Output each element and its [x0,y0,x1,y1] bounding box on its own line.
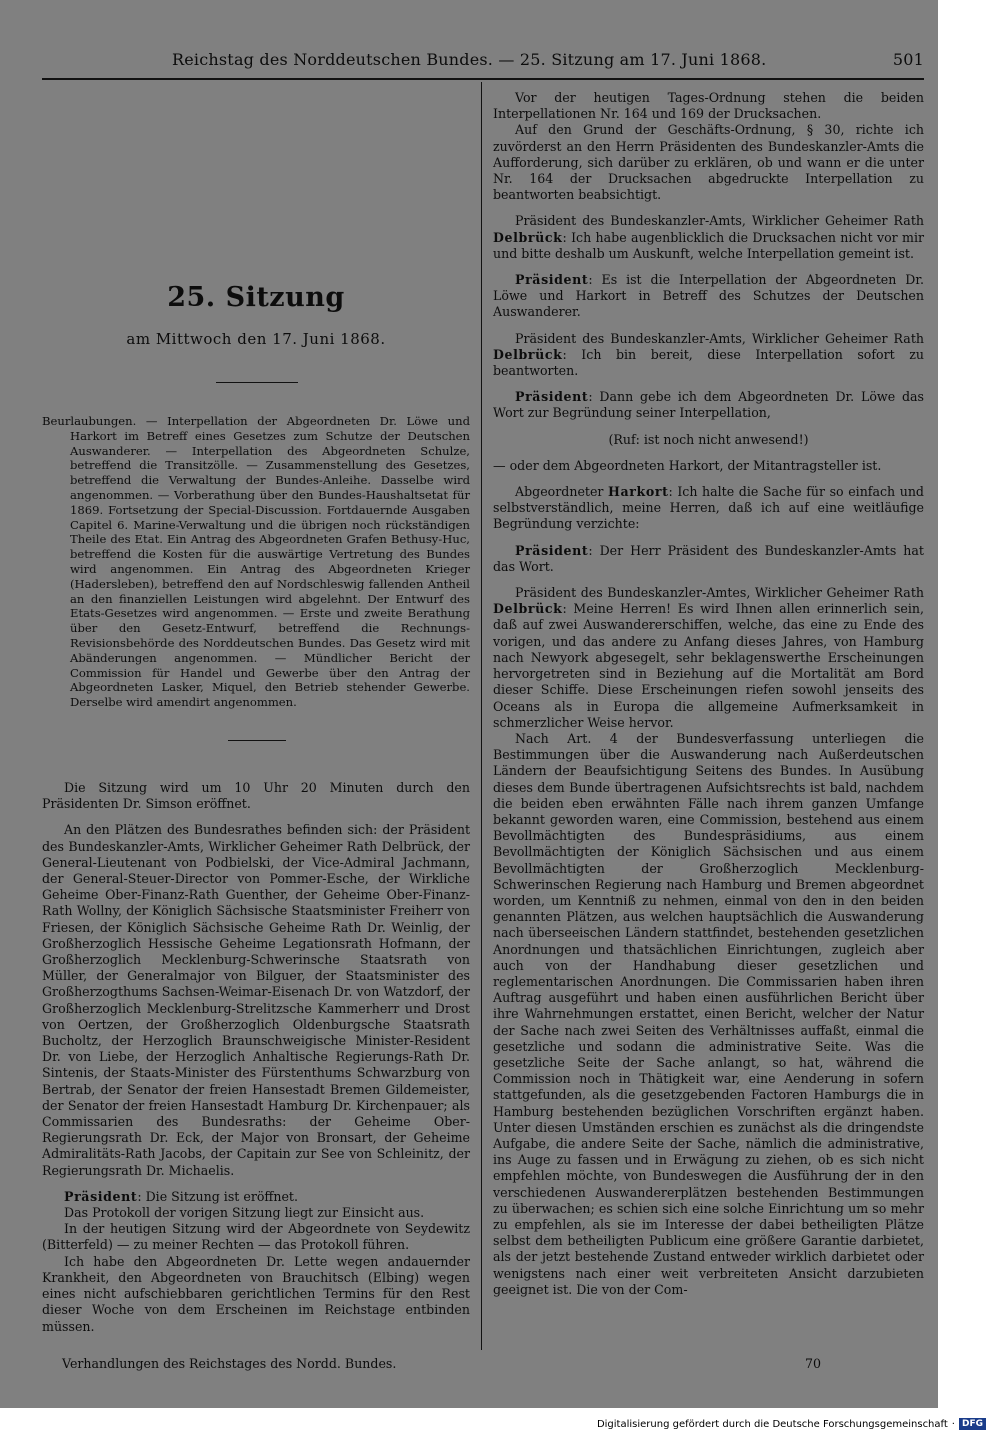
delbrueck-reply-2 [493,331,924,380]
speech-text: : Ich halte die Sache für so einfach und selbstverständlich, meine Herren, daß ich auf eine weitläufige Begründung verzichte: [493,484,924,532]
speech-text: : Ich bin bereit, diese Interpellation sofort zu beantworten. [493,346,924,379]
president-continuation: — oder dem Abgeordneten Harkort, der Mitantragsteller ist. [493,457,882,473]
delbrueck-speech-continued: Nach Art. 4 der Bundesverfassung unterliegen die Bestimmungen über die Auswanderung nach Außerdeutschen Ländern der Beaufsichtigung Seitens des Bundes. In Ausübung dieses dem Bunde übertragenen Aufsichtsrechts ist bald, nachdem die beiden eben erwähnten Fälle nach ihrem ganzen Umfange bekannt geworden waren, eine Commission, bestehend aus einem Bevollmächtigten des Bundespräsidiums, aus einem Bevollmächtigten der Königlich Sächsischen und aus einem Bevollmächtigten der Großherzoglich Mecklenburg-Schwerinschen Regierung nach Hamburg und Bremen abgeordnet worden, um Kenntniß zu nehmen, einmal von den in den beiden genannten Plätzen, aus welchen hauptsächlich die Auswanderung nach überseeischen Ländern stattfindet, bestehenden gesetzlichen Anordnungen und thatsächlichen Einrichtungen, zugleich aber auch von der Handhabung dieser gesetzlichen und reglementarischen Anordnungen. Die Commissarien haben ihren Auftrag ausgeführt und haben einen ausführlichen Bericht über ihre Wahrnehmungen erstattet, einen Bericht, welcher der Natur der Sache nach zwei Seiten des Verhältnisses auffaßt, einmal die gesetzliche und sodann die administrative Seite. Was die gesetzliche Seite der Sache anlangt, so hat, während die Commission noch in Thätigkeit war, eine Aenderung in sofern stattgefunden, als die gesetzgebenden Factoren Hamburgs die in Hamburg bestehenden bezüglichen Vorschriften ergänzt haben. Unter diesen Umständen erschien es zunächst als die dringendste Aufgabe, die andere Seite der Sache, nämlich die administrative, ins Auge zu fassen und in Erwägung zu ziehen, ob es sich nicht empfehlen möchte, von Bundeswegen die Ausführung der in den verschiedenen Auswandererplätzen bestehenden Bestimmungen zu überwachen; es schien sich eine solche Einrichtung um so mehr zu empfehlen, als sie im Interesse der dabei betheiligten Plätze selbst dem betheiligten Publicum eine größere Garantie darbietet, als der jetzt bestehende Zustand entweder wirklich darbietet oder wenigstens nach einer weit verbreiteten Ansicht darzubieten geeignet ist. Die von der Com- [493,730,924,1297]
protocol-keeper-paragraph: In der heutigen Sitzung wird der Abgeordnete von Seydewitz (Bitterfeld) — zu meiner Rechten — das Protokoll führen. [42,1221,470,1253]
speech-text: : Die Sitzung ist eröffnet. [137,1188,298,1204]
speech-text: : Meine Herren! Es wird Ihnen allen erinnerlich sein, daß auf zwei Auswandererschiffen, welche, das eine zu Ende des vorigen, und das andere zu Anfang dieses Jahres, von Hamburg nach Newyork abgesegelt, sehr beklagenswerthe Erscheinungen hervorgetreten sind in Beziehung auf die Mortalität am Bord dieser Schiffe. Diese Erscheinungen riefen sowohl jenseits des Oceans als in Europa die allgemeine Aufmerksamkeit in schmerzlicher Weise hervor. [493,601,924,730]
harkort-statement [493,484,924,533]
speaker-name: Präsident [515,389,589,405]
president-reply-2 [493,389,924,421]
speaker-name: Delbrück [493,229,563,245]
opening-paragraph: Die Sitzung wird um 10 Uhr 20 Minuten durch den Präsidenten Dr. Simson eröffnet. [42,780,470,812]
interpellations-intro: Vor der heutigen Tages-Ordnung stehen die beiden Interpellationen Nr. 164 und 169 der Drucksachen. [493,90,924,122]
speaker-title: Abgeordneter [515,484,609,500]
digitization-credit [597,1418,986,1430]
speaker-title: Präsident des Bundeskanzler-Amts, Wirklicher Geheimer Rath [515,213,924,229]
right-column [493,90,924,1298]
delbrueck-speech [493,585,924,731]
bundesrath-attendance: An den Plätzen des Bundesrathes befinden sich: der Präsident des Bundeskanzler-Amts, Wirklicher Geheimer Rath Delbrück, der General-Lieutenant von Podbielski, der Vice-Admiral Jachmann, der General-Steuer-Director von Pommer-Esche, der Wirkliche Geheime Ober-Finanz-Rath Guenther, der Geheime Ober-Finanz-Rath Wollny, der Königlich Sächsische Staatsminister Freiherr von Friesen, der Königlich Sächsische Geheime Rath Dr. Weinlig, der Großherzoglich Hessische Geheime Legationsrath Hofmann, der Großherzoglich Mecklenburg-Schwerinsche Staatsrath von Müller, der Generalmajor von Bilguer, der Staatsminister des Großherzogthums Sachsen-Weimar-Eisenach Dr. von Watzdorf, der Großherzoglich Mecklenburg-Strelitzsche Kammerherr und Drost von Oertzen, der Großherzoglich Oldenburgsche Staatsrath Bucholtz, der Herzoglich Braunschweigische Minister-Resident Dr. von Liebe, der Herzoglich Anhaltische Regierungs-Rath Dr. Sintenis, der Staats-Minister des Fürstenthums Schwarzburg von Bertrab, der Senator der freien Hansestadt Bremen Gildemeister, der Senator der freien Hansestadt Hamburg Dr. Kirchenpauer; als Commissarien des Bundesraths: der Geheime Ober-Regierungsrath Dr. Eck, der Major von Bronsart, der Geheime Admiralitäts-Rath Jacobs, der Capitain zur See von Schleinitz, der Regierungsrath Dr. Michaelis. [42,822,470,1178]
column-divider [481,82,482,1350]
excused-members-paragraph: Ich habe den Abgeordneten Dr. Lette wegen andauernder Krankheit, den Abgeordneten von Brauchitsch (Elbing) wegen eines nicht aufschiebbaren gerichtlichen Termins für den Rest dieser Woche von dem Erscheinen im Reichstage entbinden müssen. [42,1253,470,1334]
speech-text: : Der Herr Präsident des Bundeskanzler-Amts hat das Wort. [493,542,924,574]
speaker-title: Präsident des Bundeskanzler-Amts, Wirklicher Geheimer Rath [515,330,924,346]
president-reply-3 [493,543,924,575]
separator: · [951,1418,955,1430]
dfg-logo: DFG [959,1418,986,1430]
speaker-name: Delbrück [493,601,563,617]
rules-paragraph: Auf den Grund der Geschäfts-Ordnung, § 30, richte ich zuvörderst an den Herrn Präsidenten des Bundeskanzler-Amts die Aufforderung, sich darüber zu erklären, ob und wann er die unter Nr. 164 der Drucksachen abgedruckte Interpellation zu beantworten beabsichtigt. [493,122,924,203]
speaker-name: Präsident [64,1188,138,1204]
session-date: am Mittwoch den 17. Juni 1868. [126,330,386,348]
digitization-note: Digitalisierung gefördert durch die Deutsche Forschungsgemeinschaft [596,1418,948,1430]
president-opening [42,1189,470,1205]
agenda-summary [42,414,470,710]
speaker-name: Präsident [515,542,589,558]
summary-divider [228,740,286,741]
speaker-name: Präsident [515,272,589,288]
speaker-title: Präsident des Bundeskanzler-Amtes, Wirklicher Geheimer Rath [515,585,924,601]
title-divider [216,382,298,383]
running-header-title: Reichstag des Norddeutschen Bundes. — 25. Sitzung am 17. Juni 1868. [172,50,767,69]
president-reply-1 [493,272,924,321]
speaker-name: Harkort [608,484,669,500]
agenda-summary-text: Beurlaubungen. — Interpellation der Abgeordneten Dr. Löwe und Harkort im Betreff eines Gesetzes zum Schutze der Deutschen Auswanderer. — Interpellation des Abgeordneten Schulze, betreffend die Transitzölle. — Zusammenstellung des Gesetzes, betreffend die Verwaltung der Bundes-Anleihe. Dasselbe wird angenommen. — Vorberathung über den Bundes-Haushaltsetat für 1869. Fortsetzung der Special-Discussion. Fortdauernde Ausgaben Capitel 6. Marine-Verwaltung und die übrigen noch rückständigen Theile des Etat. Ein Antrag des Abgeordneten Grafen Bethusy-Huc, betreffend die Kosten für die auswärtige Vertretung des Bundes wird angenommen. Ein Antrag des Abgeordneten Krieger (Hadersleben), betreffend den auf Nordschleswig fallenden Antheil an den finanziellen Leistungen wird abgelehnt. Der Entwurf des Etats-Gesetzes wird angenommen. — Erste und zweite Berathung über den Gesetz-Entwurf, betreffend die Rechnungs-Revisionsbehörde des Norddeutschen Bundes. Das Gesetz wird mit Abänderungen angenommen. — Mündlicher Bericht der Commission für Handel und Gewerbe über den Antrag der Abgeordneten Lasker, Miquel, den Betrieb stehender Gewerbe. Derselbe wird amendirt angenommen. [42,414,470,710]
left-column [42,780,470,1335]
interjection: (Ruf: ist noch nicht anwesend!) [608,431,809,447]
footer-publication: Verhandlungen des Reichstages des Nordd. Bundes. [62,1356,397,1371]
header-rule [42,78,924,80]
speaker-name: Delbrück [493,346,563,362]
speech-text: : Dann gebe ich dem Abgeordneten Dr. Löwe das Wort zur Begründung seiner Interpellation, [493,389,924,421]
sheet-number: 70 [805,1356,822,1371]
protocol-paragraph: Das Protokoll der vorigen Sitzung liegt zur Einsicht aus. [64,1205,425,1221]
speech-text: : Ich habe augenblicklich die Drucksachen nicht vor mir und bitte deshalb um Auskunft, welche Interpellation gemeint ist. [493,229,924,261]
delbrueck-reply-1 [493,213,924,262]
speech-text: : Es ist die Interpellation der Abgeordneten Dr. Löwe und Harkort in Betreff des Schutzes der Deutschen Auswanderer. [493,272,924,320]
session-title: 25. Sitzung [167,282,345,313]
page-number: 501 [892,50,924,69]
